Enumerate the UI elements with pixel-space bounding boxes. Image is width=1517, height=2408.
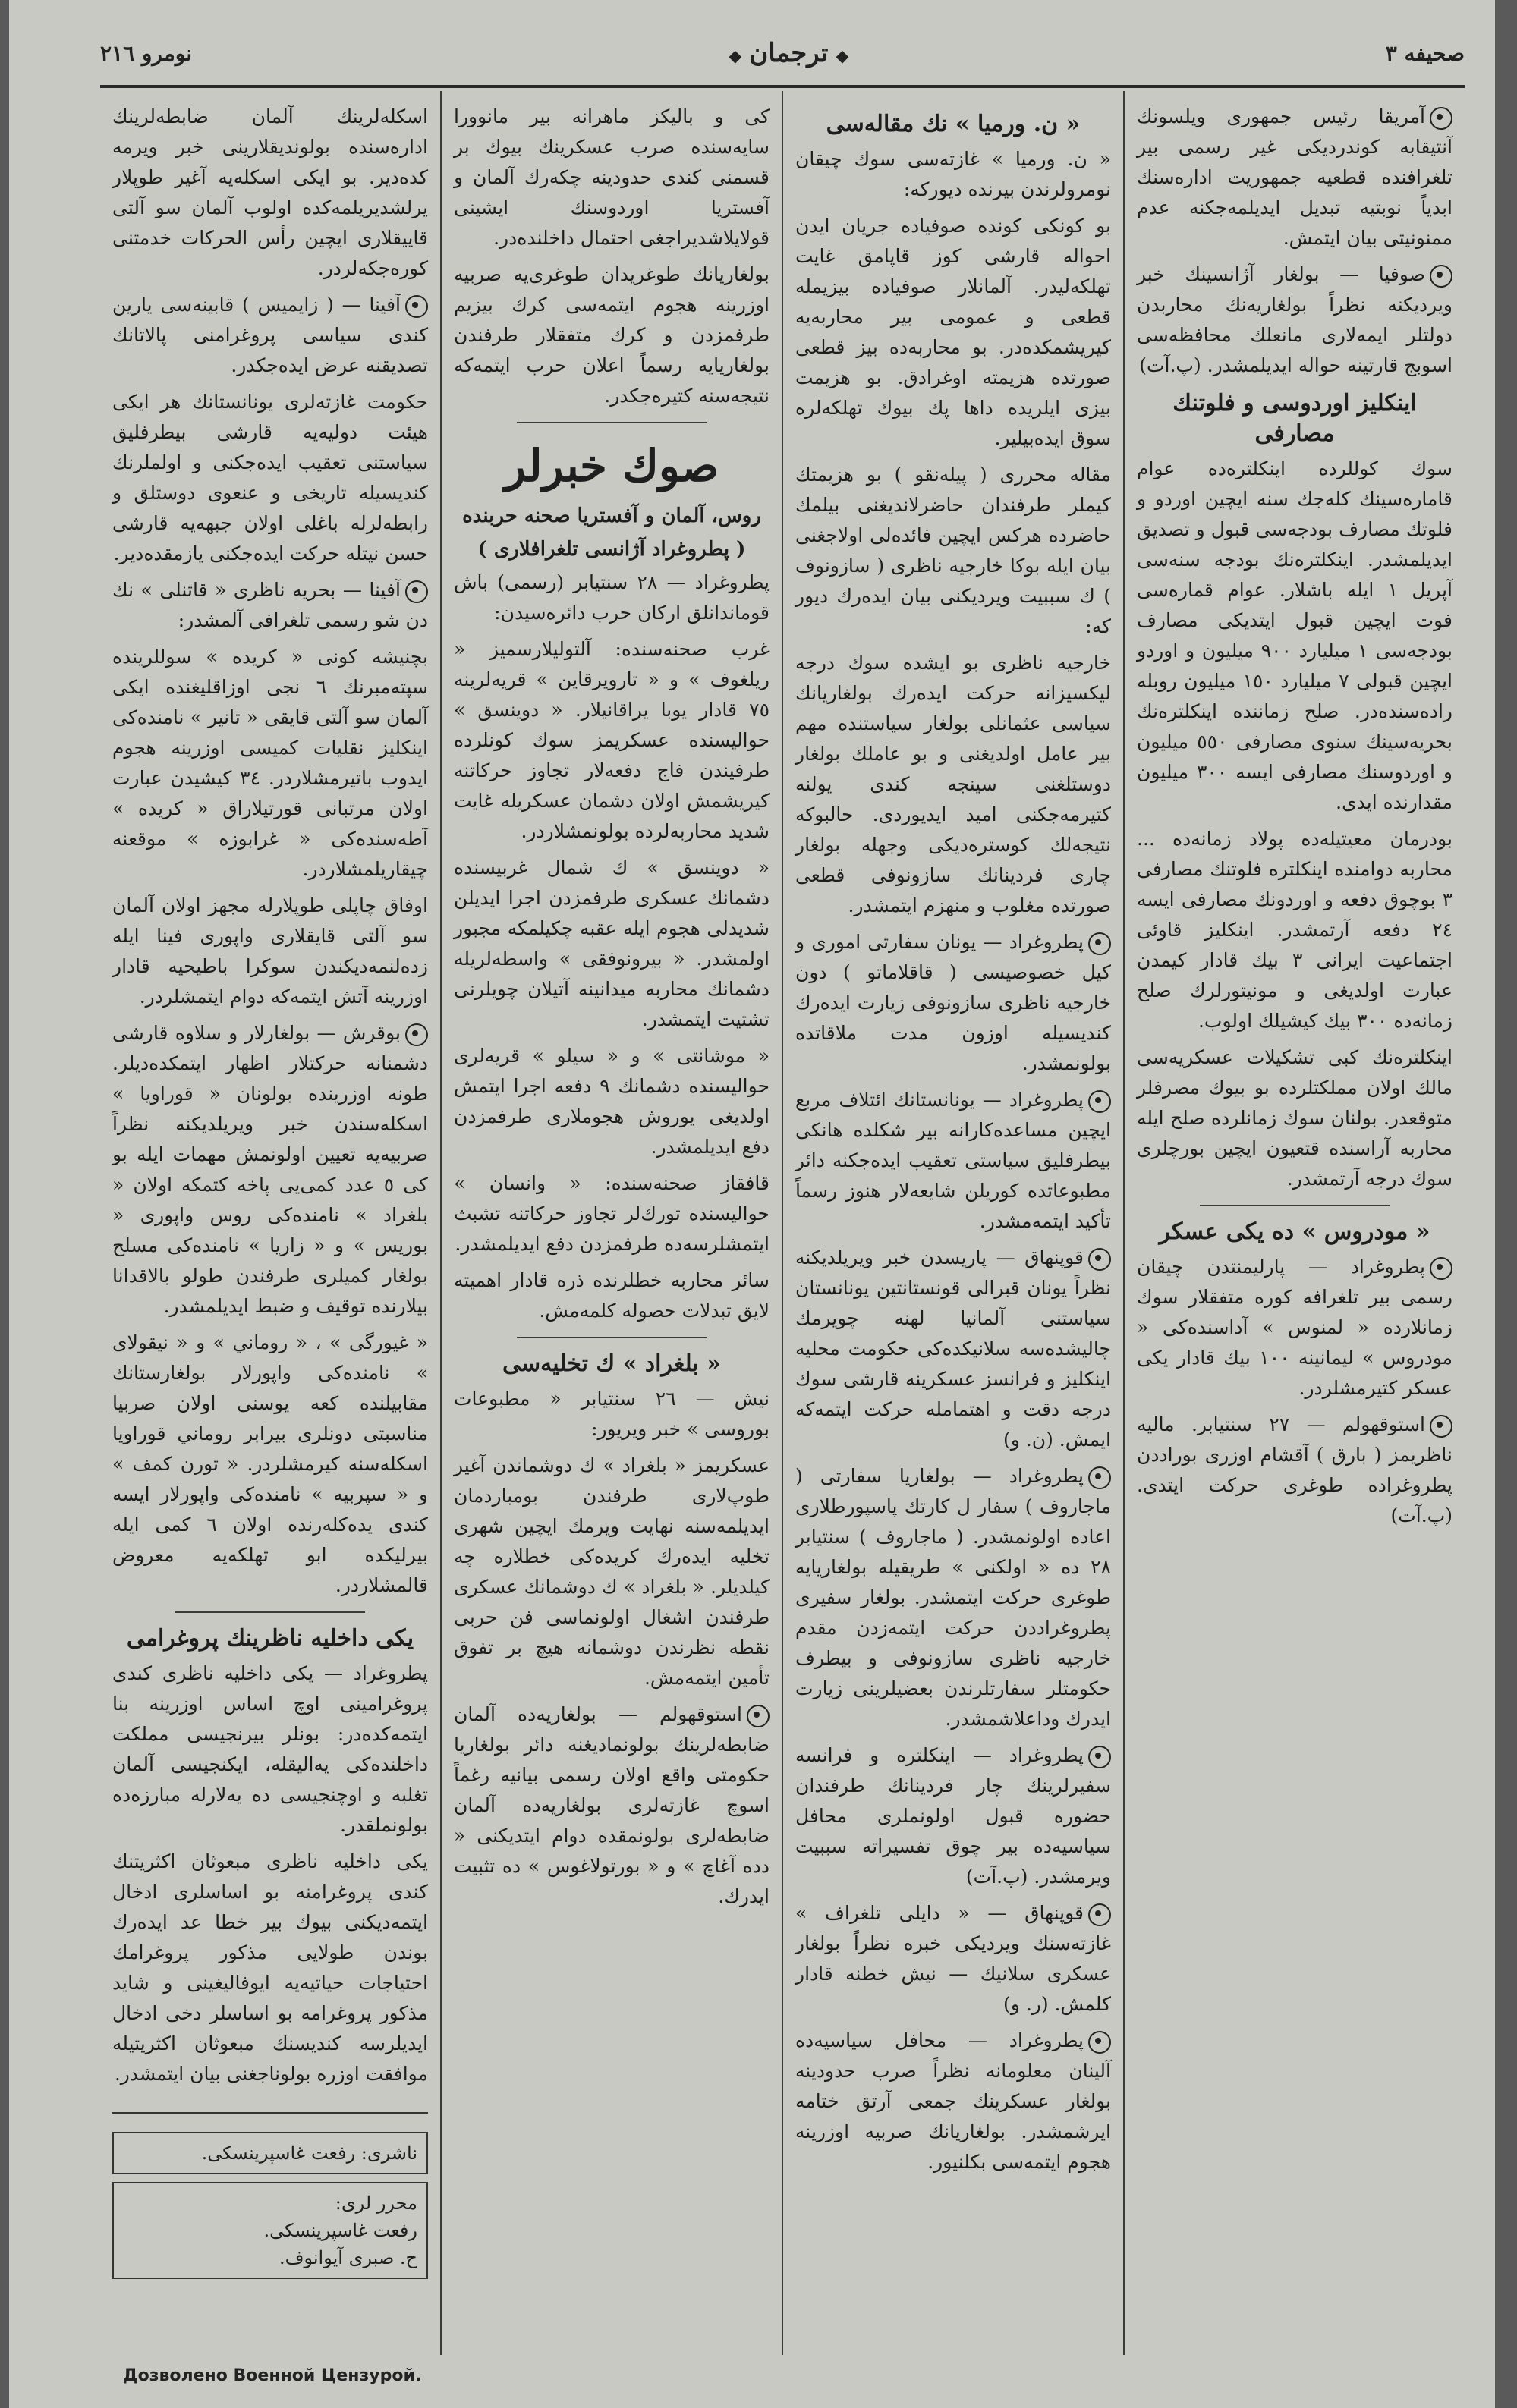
section-divider [517, 422, 707, 423]
bullet-icon [1088, 932, 1111, 955]
bullet-icon [747, 1705, 770, 1727]
article-paragraph: پطروغراد — يكى داخليه ناظرى كندى پروغرامينى اوچ اساس اوزرينه بنا ايتمه‌كده‌در: بونلر بيرنجيسى مملكت داخلنده‌كى يه‌اليقله، ايكنجيسى آلمان تغلبه و اوچنجيسى ده يه‌لارله مبارزه‌ده بولونملقدر. [112, 1662, 428, 1836]
column-4 [100, 91, 440, 2355]
news-item: استوقهولم — ٢٧ سنتيابر. ماليه ناظريمز ( بارق ) آقشام اوزرى بوراددن پطروغراده طوغرى حركت ايتدى. (پ.آت) [1137, 1413, 1452, 1526]
editor-name: ح. صبرى آيوانوف. [279, 2247, 417, 2268]
article-paragraph: « دوينسق » ك شمال غربيسنده دشمانك عسكرى طرفمزدن اجرا ايديلن شديدلى هجوم ايله عقبه چكيلمكه مجبور اولمشدر. « بيرونوفقى » واسطه‌لريله دشمانك محاربه ميدانينه آتيلان چويلرنى تشتيت ايتمشدر. [454, 857, 770, 1030]
article-paragraph: اينكلتره‌نك كبى تشكيلات عسكريه‌سى مالك اولان مملكتلرده بو بيوك مصرفلر متوقعدر. بولنان سوك زمانلرده صلح ايله محاربه آراسنده قتعيون ايچين بورچلرى سوك درجه آرتمشدر. [1137, 1046, 1452, 1190]
news-item: آفينا — بحريه ناظرى « قاتنلى » نك دن شو رسمى تلغرافى آلمشدر: [112, 579, 428, 631]
news-item: بوقرش — بولغارلار و سلاوه قارشى دشمنانه حركتلار اظهار ايتمكده‌ديلر. طونه اوزرينده بولونان « قوراويا » اسكله‌سندن خبر ويريلديكنه نظراً صربيه‌يه تعيين اولونمش مهمات ايله بو كى ٥ عدد كمى‌يى پاخه كتمكه اولان « بلغراد » نامنده‌كى روس واپورى « بوريس » و « زاريا » نامنده‌كى مسلح بولغار كميلرى طرفندن طولو بالاقدانا بيلارنده توقيف و ضبط ايديلمشدر. [112, 1022, 428, 1317]
article-paragraph: يكى داخليه ناظرى مبعوثان اكثريتنك كندى پروغرامنه بو اساسلرى ادخال ايتمه‌ديكنى بيوك بير خطا عد ايده‌رك بوندن طولايى مذكور پروغرامك احتياجات حياتيه‌يه ايوفاليغينى و شايد مذكور پروغرامه بو اساسلر دخى ادخال ايديلرسه كنديسنك مبعوثان اكثريتيله موافقت اوزره بولوناجغنى بيان ايتمشدر. [112, 1850, 428, 2085]
masthead [100, 30, 1465, 76]
section-headline: « بلغراد » ك تخليه‌سى [502, 1350, 721, 1377]
bullet-icon [1430, 265, 1452, 288]
bullet-icon [405, 1023, 428, 1046]
bullet-icon [405, 580, 428, 603]
bullet-icon [1088, 1466, 1111, 1489]
news-item: پطروغراد — يونانستانك ائتلاف مربع ايچين مساعده‌كارانه بير شكلده هانكى بيطرفليق سياستى تعقيب ايده‌جكنه دائر مطبوعاتده كوريلن شايعه‌لار هنوز رسماً تأكيد ايتمه‌مشدر. [795, 1089, 1111, 1232]
article-paragraph: مقاله محررى ( پيله‌نقو ) بو هزيمتك كيملر طرفندان حاضرلانديغنى بيلمك حاضرده هركس ايچين فائده‌لى اولاجغنى بيان ايله بوكا خارجيه ناظرى ( سازونوف ) ك سببيت ويرديكنى بيان ايده‌رك ديور كه: [795, 464, 1111, 637]
news-item: آفينا — ( زايميس ) قابينه‌سى يارين كندى سياسى پروغرامنى پالاتانك تصديقنه عرض ايده‌جكدر. [112, 294, 428, 376]
section-divider [517, 1337, 707, 1338]
newspaper-page [9, 0, 1495, 2408]
article-paragraph: سوك كوللرده اينكلتره‌ده عوام قاماره‌سينك كله‌جك سنه ايچين اوردو و فلوتك مصارف بودجه‌سى قبول و تصديق ايديلمشدر. اينكلتره‌نك بودجه سنه‌سى آپريل ١ ايله باشلار. عوام قماره‌سى فوت ايچين قبول ايتديكى مصارف بودجه‌سى ١ ميليارد ٩٠٠ ميليون و اوردو ايچين قبولى ٧ ميليارد ١٥٠ ميليون روبله راده‌سنده‌در. صلح زماننده اينكلتره‌نك بحريه‌سينك سنوى مصارفى ٥٥٠ ميليون و اوردوسنك مصارفى ايسه ٣٠٠ ميليون مقدارنده ايدى. [1137, 457, 1452, 813]
article-paragraph: خارجيه ناظرى بو ايشده سوك درجه ليكسيزانه حركت ايده‌رك بولغاريانك سياسى عثمانلى بولغار سياستنده مهم بير عامل اولديغنى و بو عاملك بولغار دوستلغنى سينجه كندى يولنه كتيرمه‌جكنى اميد ايديوردى. حالبوكه نتيجه‌لك كوستره‌ديكى وجهله بولغار چارى فردينانك سازونوفى قطعى صورتده مغلوب و منهزم ايتمشدر. [795, 652, 1111, 916]
bullet-icon [1088, 1746, 1111, 1768]
censorship-note: Дозволено Военной Цензурой. [123, 2366, 422, 2385]
article-paragraph: بودرمان معيتيله‌ده پولاد زمانه‌ده ... محاربه دوامنده اينكلتره فلوتنك مصارفى ٣ بوچوق دفعه و اوردونك مصارفى ايسه ٢٤ دفعه آرتمشدر. اينكليز قاوئى اجتماعيت ايرانى ٣ بيك قادار كيمدن عبارت اولديغى و مونيتورلرك صلح زمانه‌ده ٣٠٠ بيك كيشيلك اولوب. [1137, 828, 1453, 1032]
article-paragraph: قافقاز صحنه‌سنده: « وانسان » حواليسنده تورك‌لر تجاوز حركاتنه تشبث ايتمشلرسه‌ده طرفمزدن دفع ايديلمشدر. [454, 1172, 770, 1255]
bullet-icon [1430, 107, 1452, 130]
section-divider [1200, 1205, 1390, 1206]
issue-number: نومرو ٢١٦ [100, 40, 193, 66]
bullet-icon [1430, 1257, 1452, 1280]
article-paragraph: غرب صحنه‌سنده: آلتوليلارسميز « ريلغوف » و « تارويرقاين » قريه‌لرينه ٧٥ قادار يوبا يراقانيلار. « دوينسق » حواليسنده عسكريمز سوك كونلرده طرفيندن فاج دفعه‌لار تجاوز حركاتنه كيريشمش اولان دشمان عسكريله غايت شديد محاربه‌لرده بولونمشلاردر. [454, 638, 770, 842]
article-paragraph: سائر محاربه خطلرنده ذره قادار اهميته لايق تبدلات حصوله كلمه‌مش. [454, 1269, 770, 1322]
column-2 [782, 91, 1123, 2355]
news-item: پطروغراد — پارليمنتدن چيقان رسمى بير تلغرافه كوره متفقلار سوك زمانلارده « لمنوس » آداسنده‌كى « مودروس » ليمانينه ١٠٠ بيك قادار يكى عسكر كتيرمشلردر. [1137, 1256, 1453, 1399]
editors-label: محرر لرى: [335, 2193, 417, 2214]
news-item: صوفيا — بولغار آژانسينك خبر ويرديكنه نظراً بولغاريه‌نك محاربدن دولتلر ايمه‌لارى مانعلك محافظه‌سى اسوبج قارتينه حواله ايديلمشدر. (پ.آت) [1137, 263, 1452, 376]
section-headline: « مودروس » ده يكى عسكر [1159, 1218, 1430, 1245]
article-paragraph: نيش — ٢٦ سنتيابر « مطبوعات بوروسى » خبر ويريور: [454, 1388, 770, 1440]
article-columns [100, 91, 1465, 2355]
article-paragraph: اوفاق چاپلى طوپلارله مجهز اولان آلمان سو آلتى قايقلارى واپورى فينا ايله زده‌لنمه‌ديكندن سوكرا باطيحيه قادار اوزرينه آتش ايتمه‌كه دوام ايتمشلردر. [112, 894, 428, 1008]
column-3 [440, 91, 782, 2355]
bullet-icon [405, 295, 428, 318]
article-paragraph: عسكريمز « بلغراد » ك دوشماندن آغير طوپ‌لارى طرفندن بومباردمان ايديلمه‌سنه نهايت ويرمك ايچين شهرى تخليه ايده‌رك كريده‌كى خطلاره چه كيلديلر. « بلغراد » ك دوشمانك عسكرى طرفندن اشغال اولونماسى فن حربى نقطه نظرندن دوشمانه هيچ بر تفوق تأمين ايتمه‌مش. [454, 1454, 770, 1689]
bullet-icon [1088, 1903, 1111, 1926]
article-paragraph: بو كونكى كونده صوفياده جريان ايدن احواله قارشى كوز قاپامق غايت تهلكه‌ليدر. آلمانلار صوفياده بيزيمله قطعى و عمومى بير محاربه‌يه كيريشمكده‌در. بو محاربه‌ده بيز قطعى صورتده هزيمته اوغرادق. بو هزيمت بيزى ايلريده داها پك بيوك تهلكه‌لره سوق ايده‌بيلير. [795, 215, 1111, 449]
publisher-credits [112, 2112, 428, 2279]
news-item: قوپنهاق — « دايلى تلغراف » غازته‌سنك ويرديكى خبره نظراً بولغار عسكرى سلانيك — نيش خطنه قادار كلمش. (ر. و) [795, 1902, 1111, 2015]
editors-box [112, 2182, 428, 2279]
article-paragraph: پطروغراد — ٢٨ سنتيابر (رسمى) باش قوماندانلق اركان حرب دائره‌سيدن: [454, 571, 770, 624]
article-paragraph: حكومت غازته‌لرى يونانستانك هر ايكى هيئت دوليه‌يه قارشى بيطرفليق سياستنى تعقيب ايده‌جكنى و اولملرنك كنديسيله تاريخى و عنعوى دوستلق و رابطه‌لرله باغلى اولان جبهه‌يه قارشى حسن نيتله حركت ايده‌جكنى يازمقده‌دير. [112, 391, 428, 564]
agency-credit: ( پطروغراد آژانسى تلغرافلارى ) [477, 538, 746, 561]
article-paragraph: « غيورگى » ، « روماني » و « نيقولاى » نامنده‌كى واپورلار بولغارستانك مقابيلنده كعه يوسنى اولان صربيا مناسبتى دونلرى بيرابر روماني قوراويا اسكله‌سنه كيرمشلردر. « تورن كمف » و « سپربيه » نامنده‌كى واپورلار ايسه كندى يده‌كله‌رنده اولان ٦ كمى ايله بيرليكده ابو تهلكه‌يه معروض قالمشلاردر. [112, 1331, 429, 1596]
news-item: استوقهولم — بولغاريه‌ده آلمان ضابطه‌لرينك بولونماديغنه دائر بولغاريا حكومتى واقع اولان رسمى بيانيه رغماً اسوچ غازته‌لرى بولغاريه‌ده آلمان ضابطه‌لرى بولونمقده دوام ايتديكنى « دده آغاچ » و « بورتولاغوس » ده تثبيت ايدرك. [454, 1703, 770, 1907]
news-item: آمريقا رئيس جمهورى ويلسونك آنتيقابه كوندرديكى غير رسمى بير تلغرافنده قطعيه جمهوريت اداره‌سنك ابدياً نوبتيه تبديل ايديلمه‌جكنه عدم ممنونيتى بيان ايتمش. [1137, 105, 1452, 249]
article-paragraph: بچنيشه كونى « كريده » سوللرينده سپته‌مبرنك ٦ نجى اوزاقليغنده ايكى آلمان سو آلتى قايقى « تانير » نامنده‌كى اينكليز نقليات كميسى اوزرينه هجوم ايدوب باتيرمشلاردر. ٣٤ كيشيدن عبارت اولان مرتبانى قورتيلاراق « كريده » آطه‌سنده‌كى « غرابوزه » موقعنه چيقاريلمشلاردر. [112, 646, 429, 880]
article-paragraph: اسكله‌لرينك آلمان ضابطه‌لرينك اداره‌سنده بولونديقلارينى خبر ويرمه كده‌دير. بو ايكى اسكله‌يه آغير طوپلار يرلشديريلمه‌كده اولوب آلمان سو آلتى قاييقلارى ايچين رأس الحركات خدمتنى كوره‌جكه‌لردر. [112, 105, 428, 279]
article-paragraph: كى و باليكز ماهرانه بير مانوورا سايه‌سنده صرب عسكرينك بيوك بر قسمنى كندى حدودينه چكه‌رك آلمان و آفستريا اوردوسنك ايشينى قولايلاشديراجغى احتمال داخلنده‌در. [454, 105, 770, 249]
news-item: پطروغراد — محافل سياسيه‌ده آلينان معلومانه نظراً صرب حدودينه بولغار عسكرينك جمعى آرتق ختامه ايرشمشدر. بولغاريانك صربيه اوزرينه هجوم ايتمه‌سى بكلنيور. [795, 2029, 1111, 2173]
bullet-icon [1088, 1090, 1111, 1113]
section-headline: يكى داخليه ناظرينك پروغرامى [126, 1625, 414, 1652]
newspaper-title: ◆ ترجمان ◆ [721, 38, 856, 68]
section-headline: « ن. ورميا » نك مقاله‌سى [826, 111, 1081, 137]
masthead-rule [100, 85, 1465, 88]
article-paragraph: بولغاريانك طوغريدان طوغرى‌يه صربيه اوزرينه هجوم ايتمه‌سى كرك بيزيم طرفمزدن و كرك متفقلار طرفندن بولغاريايه رسماً اعلان حرب ايتمه‌كه نتيجه‌سنه كتيره‌جكدر. [454, 263, 770, 407]
column-1 [1123, 91, 1465, 2355]
page-number: صحيفه ٣ [1385, 40, 1465, 66]
latest-news-headline: صوك خبرلر [504, 440, 719, 492]
section-subheadline: روس، آلمان و آفستريا صحنه حربنده [462, 505, 761, 527]
bullet-icon [1430, 1415, 1452, 1438]
bullet-icon [1088, 1248, 1111, 1271]
news-item: قوپنهاق — پاريسدن خبر ويريلديكنه نظراً يونان قبرالى قونستانتين يونانستان سياستنى آلمانيا لهنه چويرمك چاليشده‌سه سلانيكده‌كى حكومت محليه اينكليز و فرانسز عسكرينه قارشى سوك درجه دقت و اهتمامله حركت ايتمه‌كه ايمش. (ن. و) [795, 1246, 1111, 1451]
section-headline: اينكليز اوردوسى و فلوتنك مصارفى [1172, 390, 1417, 447]
news-item: پطروغراد — اينكلتره و فرانسه سفيرلرينك چار فردينانك طرفندان حضوره قبول اولونملرى محافل سياسيه‌ده بير چوق تفسيراته سببيت ويرمشدر. (پ.آت) [795, 1744, 1111, 1888]
publisher-box: ناشرى: رفعت غاسپرينسكى. [112, 2132, 428, 2174]
news-item: پطروغراد — بولغاريا سفارتى ( ماجاروف ) سفار ل كارتك پاسپورطلارى اعاده اولونمشدر. ( ماجاروف ) سنتيابر ٢٨ ده « اولكنى » طريقيله بولغاريايه طوغرى حركت ايتمشدر. بولغار سفيرى پطروغراددن حركت ايتمه‌زدن مقدم خارجيه ناظرى سازونوفى و بيطرف حكومتلر سفارتلرندن بعضيلرينى زيارت ايدرك وداعلاشمشدر. [795, 1465, 1111, 1730]
article-paragraph: « موشانتى » و « سيلو » قريه‌لرى حواليسنده دشمانك ٩ دفعه اجرا ايتمش اولديغى يوروش هجوملارى طرفمزدن دفع ايديلمشدر. [454, 1045, 770, 1158]
news-item: پطروغراد — يونان سفارتى اموری و كيل خصوصيسى ( قاقلاماتو ) دون خارجيه ناظرى سازونوفى زيارت ايده‌رك كنديسيله اوزون مدت ملاقاتده بولونمشدر. [795, 931, 1111, 1074]
section-divider [175, 1611, 365, 1613]
editor-name: رفعت غاسپرينسكى. [263, 2220, 417, 2241]
bullet-icon [1088, 2031, 1111, 2054]
article-paragraph: « ن. ورميا » غازته‌سى سوك چيقان نومرولرندن بيرنده ديوركه: [795, 148, 1111, 200]
